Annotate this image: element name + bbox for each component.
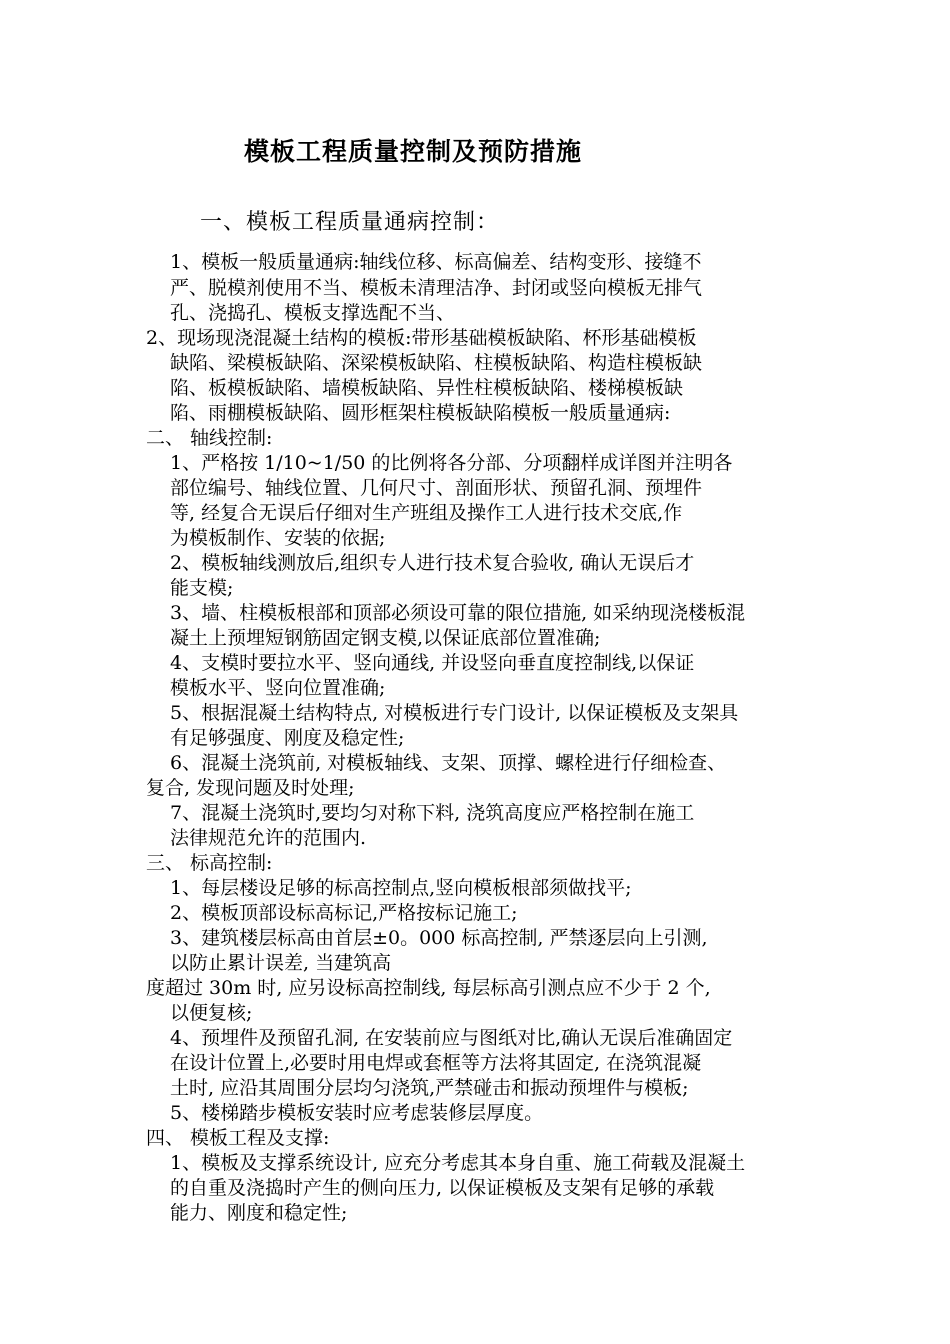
text-line: 4、支模时要拉水平、竖向通线, 并设竖向垂直度控制线,以保证 (170, 652, 695, 674)
text-line: 度超过 30m 时, 应另设标高控制线, 每层标高引测点应不少于 2 个, (146, 977, 711, 999)
text-line: 模板水平、竖向位置准确; (170, 677, 386, 699)
text-line: 的自重及浇捣时产生的侧向压力, 以保证模板及支架有足够的承载 (170, 1177, 715, 1199)
text-line: 1、模板及支撑系统设计, 应充分考虑其本身自重、施工荷载及混凝土 (170, 1152, 746, 1174)
text-line: 4、预埋件及预留孔洞, 在安装前应与图纸对比,确认无误后准确固定 (170, 1027, 733, 1049)
text-line: 凝土上预埋短钢筋固定钢支模,以保证底部位置准确; (170, 627, 601, 649)
section-heading-2: 二、 轴线控制: (146, 427, 273, 449)
text-line: 孔、浇捣孔、模板支撑选配不当、 (170, 302, 456, 324)
section-heading: 一、模板工程质量通病控制： (200, 210, 500, 235)
text-line: 等, 经复合无误后仔细对生产班组及操作工人进行技术交底,作 (170, 502, 683, 524)
text-line: 以便复核; (170, 1002, 253, 1024)
text-line: 6、混凝土浇筑前, 对模板轴线、支架、顶撑、螺栓进行仔细检查、 (170, 752, 727, 774)
text-line: 2、模板顶部设标高标记,严格按标记施工; (170, 902, 518, 924)
text-line: 1、每层楼设足够的标高控制点,竖向模板根部须做找平; (170, 877, 632, 899)
text-line: 1、严格按 1/10~1/50 的比例将各分部、分项翻样成详图并注明各 (170, 452, 733, 474)
text-line: 在设计位置上,必要时用电焊或套框等方法将其固定, 在浇筑混凝 (170, 1052, 702, 1074)
text-line: 法律规范允许的范围内. (170, 827, 367, 849)
text-line: 有足够强度、刚度及稳定性; (170, 727, 405, 749)
text-line: 土时, 应沿其周围分层均匀浇筑,严禁碰击和振动预埋件与模板; (170, 1077, 689, 1099)
text-line: 3、墙、柱模板根部和顶部必须设可靠的限位措施, 如采纳现浇楼板混 (170, 602, 746, 624)
text-line: 1、模板一般质量通病:轴线位移、标高偏差、结构变形、接缝不 (170, 251, 702, 273)
text-line: 部位编号、轴线位置、几何尺寸、剖面形状、预留孔洞、预埋件 (170, 477, 703, 499)
section-heading-3: 三、 标高控制: (146, 852, 273, 874)
text-line: 为模板制作、安装的依据; (170, 527, 386, 549)
text-line: 缺陷、梁模板缺陷、深梁模板缺陷、柱模板缺陷、构造柱模板缺 (170, 352, 703, 374)
text-line: 5、根据混凝土结构特点, 对模板进行专门设计, 以保证模板及支架具 (170, 702, 739, 724)
text-line: 3、建筑楼层标高由首层±0。000 标高控制, 严禁逐层向上引测, (170, 927, 708, 949)
text-line: 能支模; (170, 577, 234, 599)
text-line: 复合, 发现问题及时处理; (146, 777, 355, 799)
text-line: 2、现场现浇混凝土结构的模板:带形基础模板缺陷、杯形基础模板 (146, 327, 697, 349)
document-title: 模板工程质量控制及预防措施 (244, 137, 583, 166)
text-line: 5、楼梯踏步模板安装时应考虑装修层厚度。 (170, 1102, 544, 1124)
text-line: 陷、雨棚模板缺陷、圆形框架柱模板缺陷模板一般质量通病: (170, 402, 671, 424)
text-line: 能力、刚度和稳定性; (170, 1202, 348, 1224)
text-line: 严、脱模剂使用不当、模板未清理洁净、封闭或竖向模板无排气 (170, 277, 703, 299)
text-line: 以防止累计误差, 当建筑高 (170, 952, 392, 974)
text-line: 陷、板模板缺陷、墙模板缺陷、异性柱模板缺陷、楼梯模板缺 (170, 377, 684, 399)
text-line: 2、模板轴线测放后,组织专人进行技术复合验收, 确认无误后才 (170, 552, 695, 574)
text-line: 7、混凝土浇筑时,要均匀对称下料, 浇筑高度应严格控制在施工 (170, 802, 695, 824)
section-heading-4: 四、 模板工程及支撑: (146, 1127, 330, 1149)
